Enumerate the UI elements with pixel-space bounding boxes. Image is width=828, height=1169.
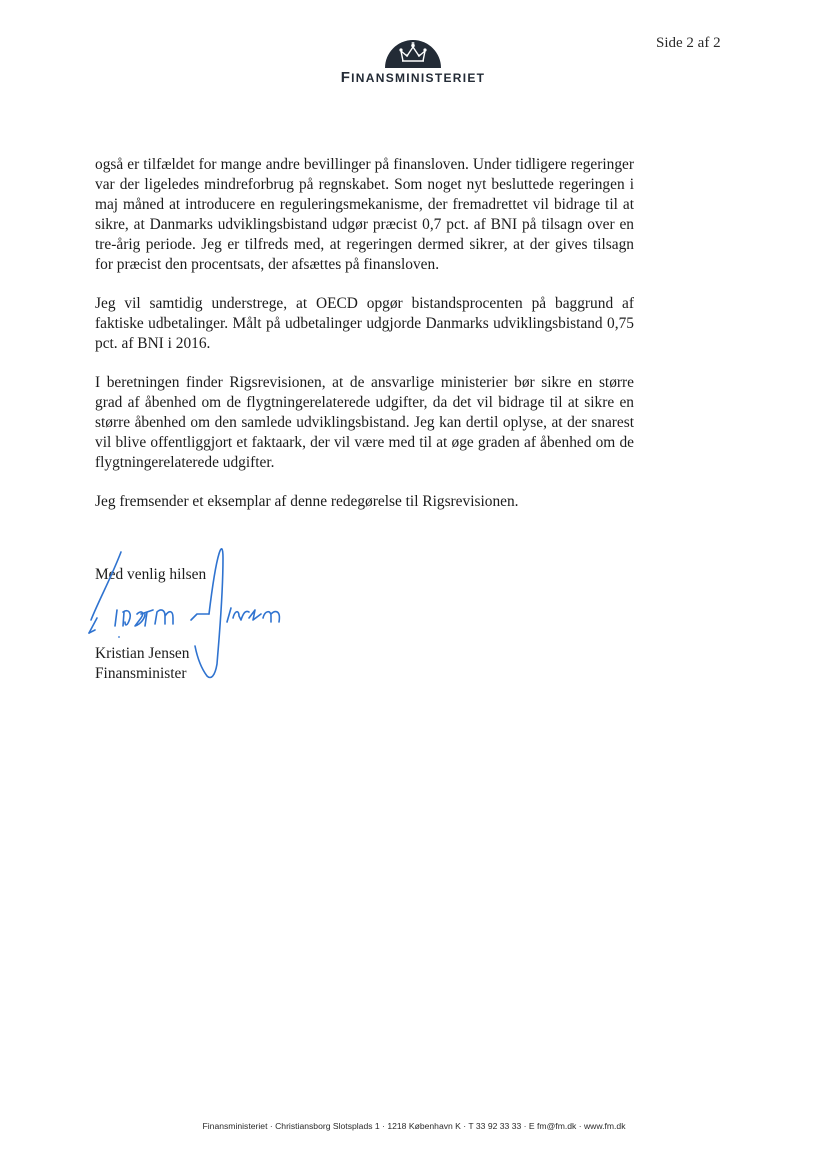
paragraph: Jeg vil samtidig understrege, at OECD opgør bistandsprocenten på baggrund af faktiske udbetalinger. Målt på udbetalinger udgjorde Danmarks udviklingsbistand 0,75 pct. af BNI i 2016. — [95, 295, 634, 352]
signatory-title: Finansminister — [95, 665, 187, 682]
crown-emblem-icon — [382, 34, 444, 68]
footer-contact: Finansministeriet · Christiansborg Slotsplads 1 · 1218 København K · T 33 92 33 33 · E fm@fm.dk · www.fm.dk — [202, 1121, 626, 1131]
handwritten-signature — [85, 538, 295, 688]
signatory-name: Kristian Jensen — [95, 645, 190, 662]
ministry-name: FINANSMINISTERIET — [340, 69, 486, 86]
page-number: Side 2 af 2 — [656, 35, 721, 51]
paragraph: Jeg fremsender et eksemplar af denne redegørelse til Rigsrevisionen. — [95, 493, 519, 510]
letter-body — [95, 155, 634, 531]
ministry-logo — [298, 34, 528, 86]
closing-greeting: Med venlig hilsen — [95, 566, 207, 583]
paragraph: også er tilfældet for mange andre bevillinger på finansloven. Under tidligere regeringer var der ligeledes mindreforbrug på regnskabet. Som noget nyt besluttede regeringen i maj måned at introducere en reguleringsmekanisme, der fremadrettet vil bidrage til at sikre, at Danmarks udviklingsbistand udgør præcist 0,7 pct. af BNI på tilsagn over en tre-årig periode. Jeg er tilfreds med, at regeringen dermed sikrer, at der gives tilsagn for præcist den procentsats, der afsættes på finansloven. — [95, 156, 634, 273]
paragraph: I beretningen finder Rigsrevisionen, at de ansvarlige ministerier bør sikre en større grad af åbenhed om de flygtningerelaterede udgifter, da det vil bidrage til at sikre en større åbenhed om den samlede udviklingsbistand. Jeg kan dertil oplyse, at der snarest vil blive offentliggjort et faktaark, der vil være med til at øge graden af åbenhed om de flygtningerelaterede udgifter. — [95, 374, 634, 471]
